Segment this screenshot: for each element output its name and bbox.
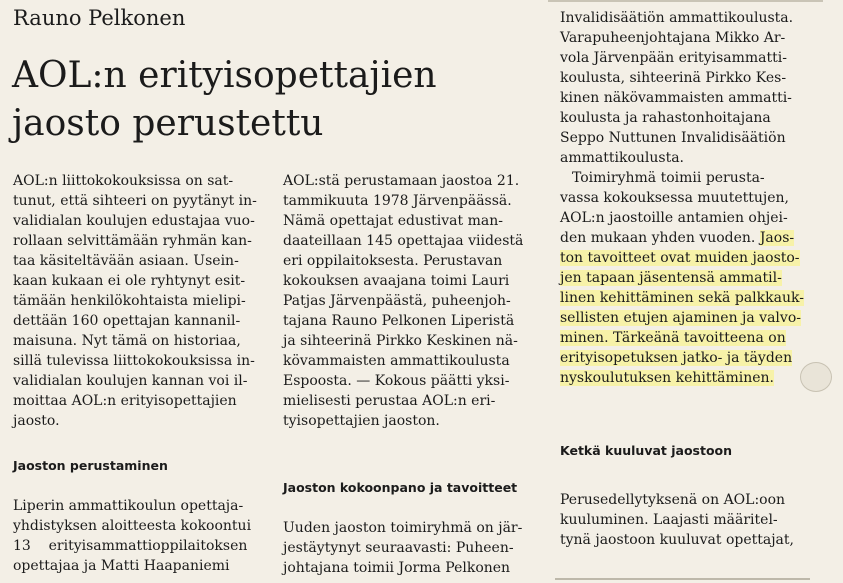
text-line: jestäytynyt seuraavasti: Puheen-	[283, 540, 514, 556]
text-line: opettajaa ja Matti Haapaniemi	[13, 558, 230, 574]
highlighted-text: nyskoulutuksen kehittäminen.	[560, 370, 774, 386]
text-line: moittaa AOL:n erityisopettajien	[13, 393, 237, 409]
text-line: AOL:n jaostoille antamien ohjei-	[560, 210, 788, 226]
text-line: AOL:stä perustamaan jaostoa 21.	[283, 173, 520, 189]
subheading-members: Ketkä kuuluvat jaostoon	[560, 443, 733, 458]
text-line: validialan koulujen kannan voi il-	[13, 373, 248, 389]
column-2-text	[283, 171, 528, 431]
text-line: kinen näkövammaisten ammatti-	[560, 90, 792, 106]
text-line: Seppo Nuttunen Invalidisäätiön	[560, 130, 786, 146]
text-line: johtajana toimii Jorma Pelkonen	[283, 560, 511, 576]
text-line	[560, 228, 808, 248]
text-line: Varapuheenjohtajana Mikko Ar-	[560, 30, 786, 46]
text-line: Invalidisäätiön ammattikoulusta.	[560, 10, 794, 26]
text-line: tunut, että sihteeri on pyytänyt in-	[13, 193, 257, 209]
text-line: Perusedellytyksenä on AOL:oon	[560, 492, 786, 508]
text-line: tajana Rauno Pelkonen Liperistä	[283, 313, 515, 329]
text-line: koulusta, sihteerinä Pirkko Kes-	[560, 70, 787, 86]
headline-line-2: jaosto perustettu	[12, 103, 324, 144]
column-1-text	[13, 171, 258, 431]
text-fragment: den mukaan yhden vuoden.	[560, 230, 760, 246]
column-2-continuation	[283, 518, 528, 578]
headline	[12, 52, 437, 148]
text-line: Toimiryhmä toimii perusta-	[572, 170, 765, 186]
text-line: AOL:n liittokokouksissa on sat-	[13, 173, 234, 189]
text-line: Uuden jaoston toimiryhmä on jär-	[283, 520, 523, 536]
text-line: maisuna. Nyt tämä on historiaa,	[13, 333, 241, 349]
text-line: tyisopettajien jaoston.	[283, 413, 440, 429]
subheading-founding: Jaoston perustaminen	[13, 458, 168, 473]
text-line: Espoosta. — Kokous päätti yksi-	[283, 373, 510, 389]
headline-line-1: AOL:n erityisopettajien	[12, 55, 437, 96]
text-line: 13 erityisammattioppilaitoksen	[13, 538, 248, 554]
text-line: koulusta ja rahastonhoitajana	[560, 110, 771, 126]
highlighted-text: minen. Tärkeänä tavoitteena on	[560, 330, 786, 346]
highlighted-text: ton tavoitteet ovat muiden jaosto-	[560, 250, 800, 266]
text-line: Patjas Järvenpäästä, puheenjoh-	[283, 293, 511, 309]
highlighted-text: linen kehittäminen sekä palkkauk-	[560, 290, 804, 306]
text-line: vola Järvenpään erityisammatti-	[560, 50, 787, 66]
bottom-rule	[555, 578, 810, 580]
highlighted-text: erityisopetuksen jatko- ja täyden	[560, 350, 793, 366]
column-1-continuation	[13, 496, 258, 576]
text-line: taa käsiteltävään asiaan. Usein-	[13, 253, 239, 269]
column-3-text	[560, 8, 808, 388]
author-name: Rauno Pelkonen	[13, 6, 186, 30]
text-line: kövammaisten ammattikoulusta	[283, 353, 510, 369]
text-line: tammikuuta 1978 Järvenpäässä.	[283, 193, 512, 209]
subheading-composition: Jaoston kokoonpano ja tavoitteet	[283, 480, 518, 495]
highlighted-text: Jaos-	[759, 230, 795, 246]
highlighted-text: sellisten etujen ajaminen ja valvo-	[560, 310, 801, 326]
text-line: tämään henkilökohtaista mielipi-	[13, 293, 246, 309]
text-line: validialan koulujen edustajaa vuo-	[13, 213, 255, 229]
text-line: daateillaan 145 opettajaa viidestä	[283, 233, 524, 249]
paper-notch	[800, 362, 832, 392]
text-line: ja sihteerinä Pirkko Keskinen nä-	[283, 333, 518, 349]
text-line: ammattikoulusta.	[560, 150, 685, 166]
text-line: mielisesti perustaa AOL:n eri-	[283, 393, 496, 409]
text-line: yhdistyksen aloitteesta kokoontui	[13, 518, 252, 534]
text-line: rollaan selvittämään ryhmän kan-	[13, 233, 252, 249]
highlighted-text: jen tapaan jäsentensä ammatil-	[560, 270, 782, 286]
text-line: kaan kukaan ei ole ryhtynyt esit-	[13, 273, 246, 289]
text-line: kuuluminen. Laajasti määritel-	[560, 512, 778, 528]
column-3-continuation	[560, 490, 808, 550]
text-line: Liperin ammattikoulun opettaja-	[13, 498, 244, 514]
text-line: vassa kokouksessa muutettujen,	[560, 190, 789, 206]
text-line: jaosto.	[13, 413, 60, 429]
text-line: dettään 160 opettajan kannanil-	[13, 313, 241, 329]
highlighted-passage	[560, 248, 808, 388]
text-line: sillä tulevissa liittokokouksissa in-	[13, 353, 255, 369]
text-line: eri oppilaitoksesta. Perustavan	[283, 253, 503, 269]
top-rule	[548, 0, 823, 2]
text-line: kokouksen avaajana toimi Lauri	[283, 273, 510, 289]
text-line: Nämä opettajat edustivat man-	[283, 213, 503, 229]
text-line: tynä jaostoon kuuluvat opettajat,	[560, 532, 794, 548]
